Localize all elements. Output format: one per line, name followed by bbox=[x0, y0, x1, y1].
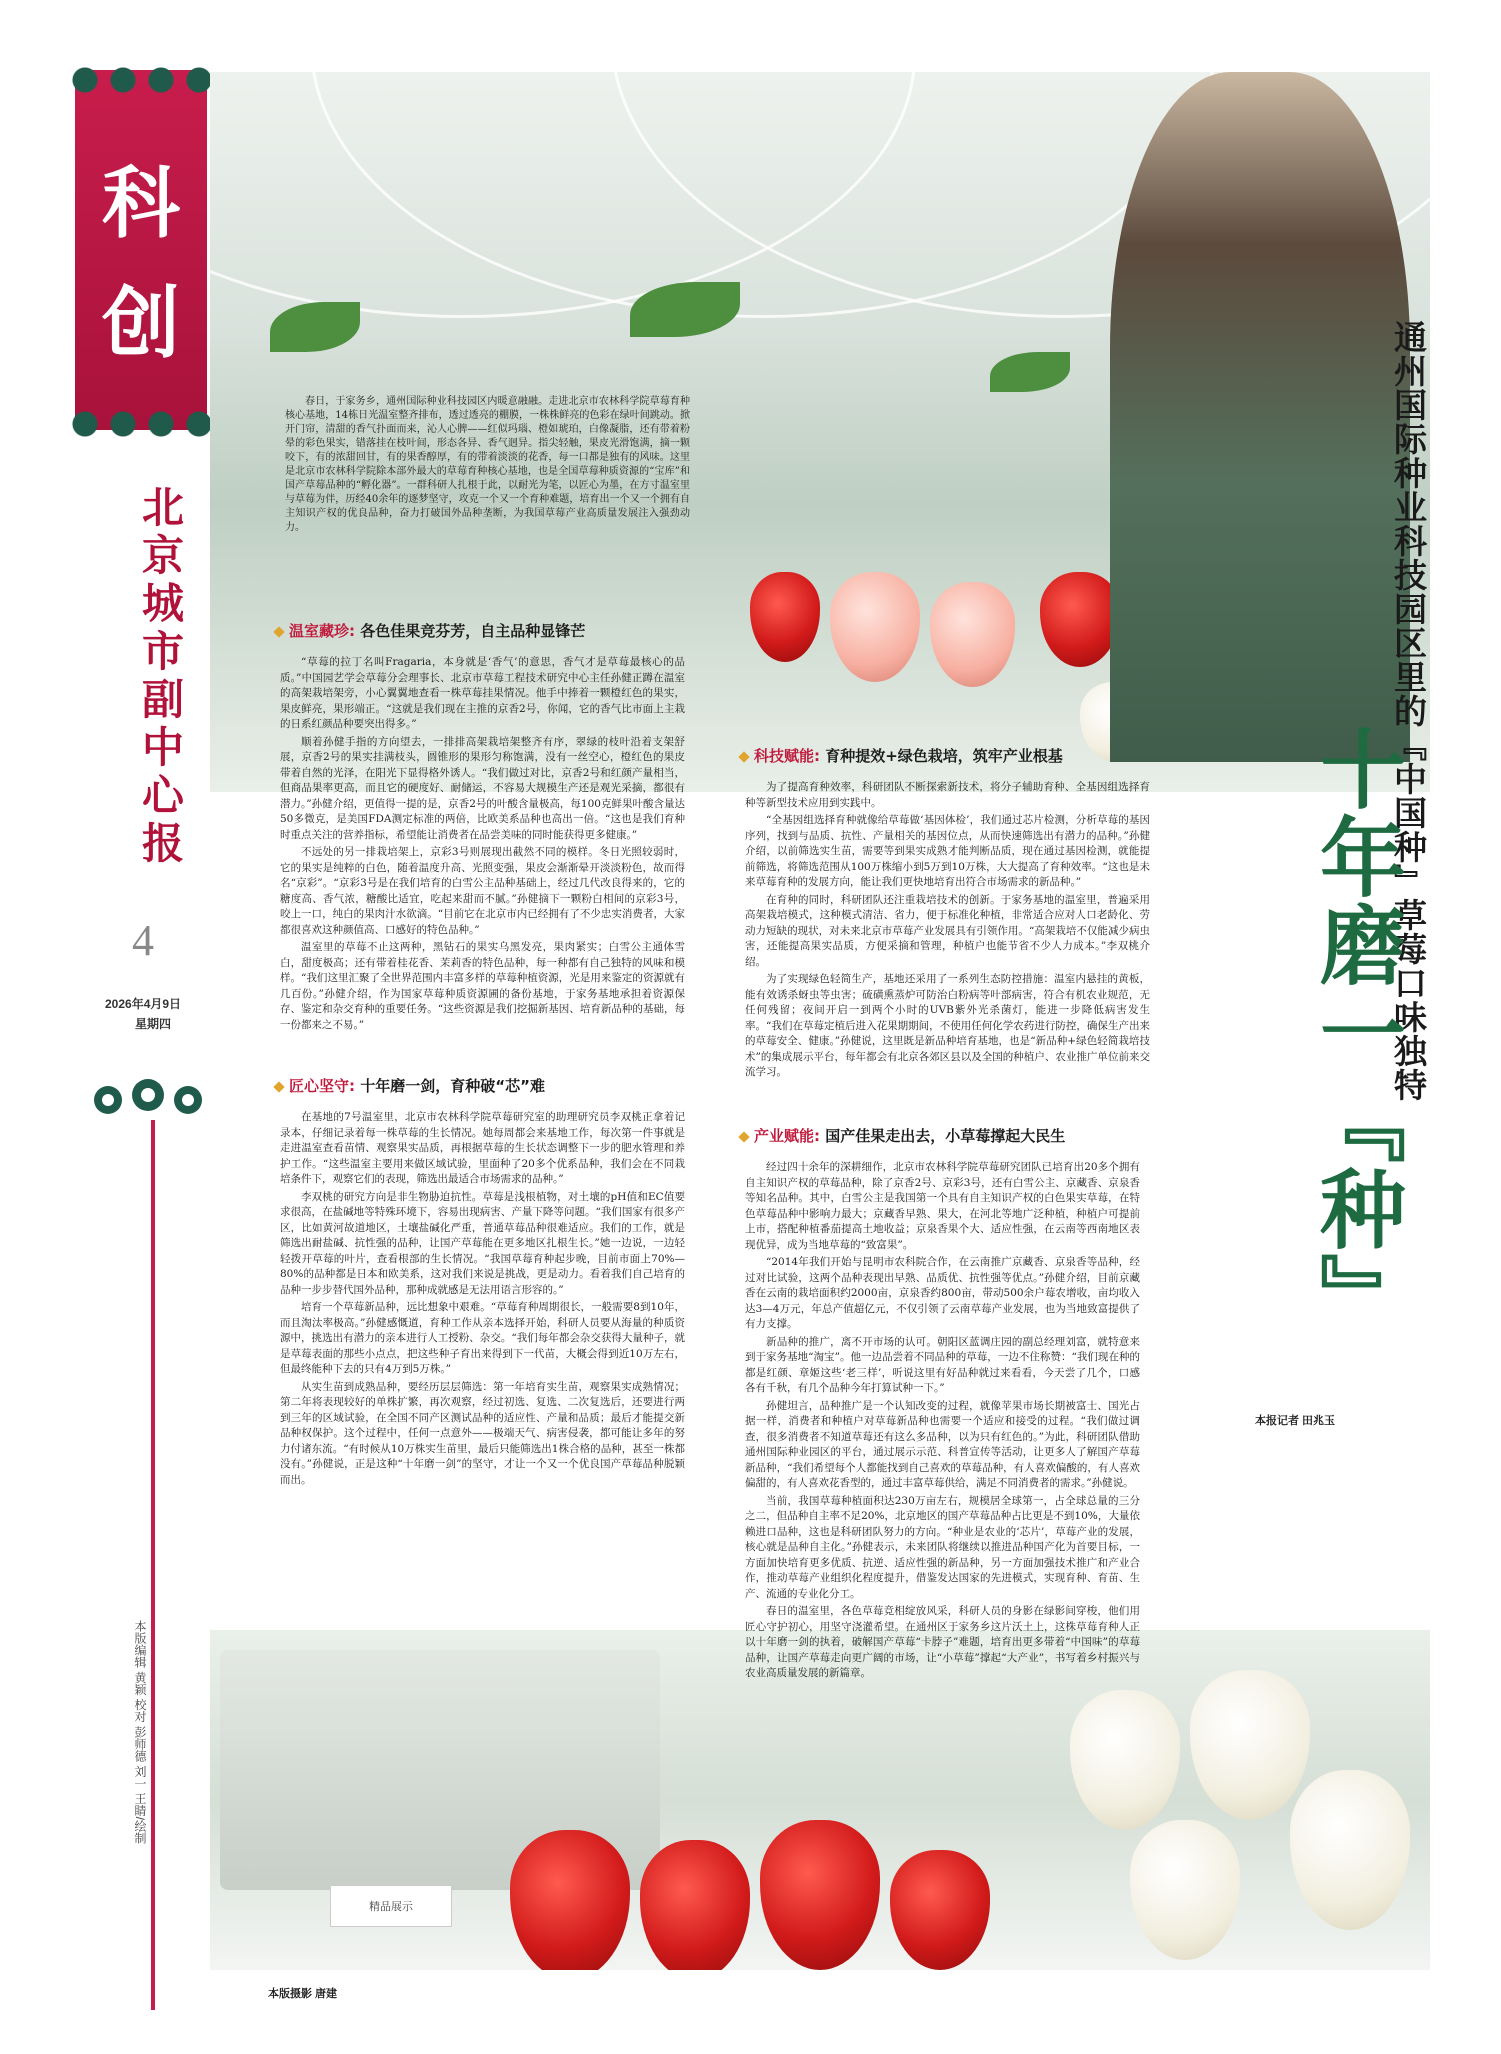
column-2-bottom: 经过四十余年的深耕细作，北京市农林科学院草莓研究团队已培育出20多个拥有自主知识产权的草莓品种，除了京香2号、京彩3号，还有白雪公主、京藏香、京泉香等知名品种。其中，白雪公主是我国第一个具有自主知识产权的白色果实草莓，在特色草莓品种中影响力最大；京藏香早熟、果大，在河北等地广泛种植，种植户可提前上市，搭配种植番茄提高土地收益；京泉香果个大、适应性强，在云南等西南地区表现优异，成为当地草莓的“致富果”。 “2014年我们开始与昆明市农科院合作，在云南推广京藏香、京泉香等品种，经过对比试验，这两个品种表现出早熟、品质优、抗性强等优点。”孙健介绍，目前京藏香在云南的栽培面积约2000亩，京泉香约800亩，带动500余户莓农增收，亩均收入达3—4万元，年总产值超亿元，不仅引领了云南草莓产业发展，也为当地致富提供了有力支撑。 新品种的推广，离不开市场的认可。朝阳区蓝调庄园的副总经理刘富，就特意来到于家务基地“淘宝”。他一边品尝着不同品种的草莓，一边不住称赞：“我们现在种的都是红颜、章姬这些‘老三样’，听说这里有好品种就过来看看，今天尝了几个，口感各有千秋，有几个品种今年打算试种一下。” 孙健坦言，品种推广是一个认知改变的过程，就像苹果市场长期被富士、国光占据一样，消费者和种植户对草莓新品种也需要一个适应和接受的过程。“我们做过调查，很多消费者不知道草莓还有这么多品种，以为只有红色的。”为此，科研团队借助通州国际种业园区的平台，通过展示示范、科普宣传等活动，让更多人了解国产草莓新品种，“我们希望每个人都能找到自己喜欢的草莓品种，有人喜欢偏酸的，有人喜欢偏甜的，有人喜欢花香型的，通过丰富草莓供给，满足不同消费者的需求。”孙健说。 当前，我国草莓种植面积达230万亩左右，规模居全球第一，占全球总量的三分之二，但品种自主率不足20%，北京地区的国产草莓品种占比更是不到10%，大量依赖进口品种，这也是科研团队努力的方向。“种业是农业的‘芯片’，草莓产业的发展，核心就是品种自主化。”孙健表示，未来团队将继续以推进品种国产化为首要目标，一方面加快培育更多优质、抗逆、适应性强的新品种，另一方面加强技术推广和产业合作，推动草莓产业组织化程度提升，借鉴发达国家的先进模式，实现育种、育苗、生产、流通的专业化分工。 春日的温室里，各色草莓竞相绽放风采，科研人员的身影在绿影间穿梭，他们用匠心守护初心，用坚守浇灌希望。在通州区于家务乡这片沃土上，这株草莓育种人正以十年磨一剑的执着，破解国产草莓“卡脖子”难题，培育出更多带着“中国味”的草莓品种，让国产草莓走向更广阔的市场，让“小草莓”撑起“大产业”，书写着乡村振兴与农业高质量发展的新篇章。 bbox=[745, 1161, 1140, 1679]
page-credits: 本版编辑 黄颖 校对 彭师德 刘一 王睛/绘制 bbox=[133, 1620, 147, 1845]
photo-credit: 本版摄影 唐建 bbox=[268, 1988, 338, 2000]
section-char-2: 创 bbox=[101, 278, 180, 369]
newspaper-name: 北京城市副中心报 bbox=[136, 485, 185, 869]
issue-weekday: 星期四 bbox=[135, 1017, 172, 1031]
page-number: 4 bbox=[132, 916, 154, 965]
cloud-ornament-bottom bbox=[67, 408, 215, 440]
section-char-1: 科 bbox=[101, 158, 180, 249]
diamond-icon bbox=[273, 1081, 284, 1092]
section-heading-2: 匠心坚守: 十年磨一剑，育种破“芯”难 bbox=[275, 1075, 545, 1096]
main-headline: 十年磨一『种』 bbox=[1305, 725, 1406, 1341]
column-1-top: “草莓的拉丁名叫Fragaria，本身就是‘香气’的意思，香气才是草莓最核心的品质。”中国园艺学会草莓分会理事长、北京市草莓工程技术研究中心主任孙健正蹲在温室的高架栽培架旁，小心翼翼地查看一株草莓挂果情况。他手中捧着一颗橙红色的果实，果皮鲜亮，果形端正。“这就是我们现在主推的京香2号，你闻，它的香气比市面上主栽的日系红颜品种要突出得多。” 顺着孙健手指的方向望去，一排排高架栽培架整齐有序，翠绿的枝叶沿着支架舒展，京香2号的果实挂满枝头，圆锥形的果形匀称饱满，没有一丝空心，橙红色的果皮带着自然的光泽，在阳光下显得格外诱人。“我们做过对比，京香2号和红颜产量相当，但商品果率更高，而且它的硬度好、耐储运，不容易大规模生产还是观光采摘，都很有潜力。”孙健介绍，更值得一提的是，京香2号的叶酸含量极高，每100克鲜果叶酸含量达50多微克，是美国FDA测定标准的两倍，比欧美系品种也高出一倍。“这也是我们育种时重点关注的营养指标，希望能让消费者在品尝美味的同时能获得更多健康。” 不远处的另一排栽培架上，京彩3号则展现出截然不同的模样。冬日光照较弱时，它的果实是纯粹的白色，随着温度升高、光照变强，果皮会渐渐晕开淡淡粉色，故而得名“京彩”。“京彩3号是在我们培育的白雪公主品种基础上，经过几代改良得来的，它的糖度高、香气浓，糖酸比适宜，吃起来甜而不腻。”孙健摘下一颗粉白相间的京彩3号，咬上一口，纯白的果肉汁水欲滴。“目前它在北京市内已经拥有了不少忠实消费者，大家都很喜欢这种颜值高、口感好的特色品种。” 温室里的草莓不止这两种，黑钻石的果实乌黑发亮，果肉紧实；白雪公主通体雪白，甜度极高；还有带着桂花香、茉莉香的特色品种，每一种都有自己独特的风味和模样。“我们这里汇聚了全世界范围内丰富多样的草莓种植资源，光是用来鉴定的资源就有几百份。”孙健介绍，作为国家草莓种质资源圃的备份基地，于家务基地承担着资源保存、鉴定和杂交育种的重要任务。“这些资源是我们挖掘新基因、培育新品种的基础，每一份都来之不易。” bbox=[280, 656, 685, 1031]
cloud-ornament-icon bbox=[88, 1075, 208, 1125]
intro-paragraph bbox=[285, 395, 690, 537]
section-banner bbox=[75, 70, 207, 430]
masthead bbox=[0, 0, 210, 2054]
diamond-icon bbox=[738, 1131, 749, 1142]
issue-date: 2026年4月9日 bbox=[105, 997, 182, 1011]
section-heading-4: 产业赋能: 国产佳果走出去，小草莓撑起大民生 bbox=[740, 1125, 1065, 1146]
cloud-ornament-top bbox=[67, 64, 215, 96]
byline: 本报记者 田兆玉 bbox=[1255, 1415, 1336, 1427]
column-2-top: 为了提高育种效率，科研团队不断探索新技术，将分子辅助育种、全基因组选择育种等新型技术应用到实践中。 “全基因组选择育种就像给草莓做‘基因体检’，我们通过芯片检测，分析草莓的基因序列，找到与品质、抗性、产量相关的基因位点，从而快速筛选出有潜力的品种。”孙健介绍，以前筛选实生苗，需要等到果实成熟才能判断品质，现在通过基因检测，就能提前筛选，将筛选范围从100万株缩小到5万到10万株，大大提高了育种效率。“这也是未来草莓育种的发展方向，能让我们更快地培育出符合市场需求的新品种。” 在育种的同时，科研团队还注重栽培技术的创新。于家务基地的温室里，普遍采用高架栽培模式，这种模式清洁、省力，便于标准化种植，非常适合应对人口老龄化、劳动力短缺的现状，对未来北京市草莓产业发展具有引领作用。“高架栽培不仅能减少病虫害，还能提高果实品质，方便采摘和管理，种植户也能节省不少人力成本。”李双桃介绍。 为了实现绿色轻简生产，基地还采用了一系列生态防控措施：温室内悬挂的黄板，能有效诱杀蚜虫等虫害；硫磺熏蒸炉可防治白粉病等叶部病害，符合有机农业规范，无任何残留；夜间开启一到两个小时的UVB紫外光杀菌灯，能进一步降低病害发生率。“我们在草莓定植后进入花果期期间，不使用任何化学农药进行防控，确保生产出来的草莓安全、健康。”孙健说，这里既是新品种培育基地，也是“新品种+绿色轻简栽培技术”的集成展示平台，每年都会有北京各郊区县以及全国的种植户、农业推广单位前来交流学习。 bbox=[745, 781, 1150, 1078]
researcher-photo bbox=[1110, 72, 1410, 762]
intro-text: 春日，于家务乡，通州国际种业科技园区内暖意融融。走进北京市农林科学院草莓育种核心基地，14栋日光温室整齐排布，透过透亮的棚膜，一株株鲜亮的色彩在绿叶间跳动。掀开门帘，清甜的香气扑面而来，沁人心脾——红似玛瑙、橙如琥珀，白像凝脂，还有带着粉晕的彩色果实，错落挂在枝叶间，形态各异、香气迥异。指尖轻触，果皮光滑饱满，摘一颗咬下，有的浓甜回甘，有的果香醇厚，有的带着淡淡的花香，每一口都是独有的风味。这里是北京市农林科学院除本部外最大的草莓育种核心基地，也是全国草莓种质资源的“宝库”和国产草莓品种的“孵化器”。一群科研人扎根于此，以耐光为笔，以匠心为墨，在方寸温室里与草莓为伴，历经40余年的逐梦坚守，攻克一个又一个育种难题，培育出一个又一个拥有自主知识产权的优良品种，奋力打破国外品种垄断，为我国草莓产业高质量发展注入强劲动力。 bbox=[285, 396, 690, 533]
diamond-icon bbox=[738, 751, 749, 762]
diamond-icon bbox=[273, 626, 284, 637]
section-heading-1: 温室藏珍: 各色佳果竞芬芳，自主品种显锋芒 bbox=[275, 620, 585, 641]
subheadline: 通州国际种业科技园区里的『中国种』草莓口味独特 bbox=[1389, 320, 1428, 1102]
section-heading-3: 科技赋能: 育种提效+绿色栽培，筑牢产业根基 bbox=[740, 745, 1063, 766]
vertical-rule bbox=[151, 1120, 155, 2010]
column-1-bottom: 在基地的7号温室里，北京市农林科学院草莓研究室的助理研究员李双桃正拿着记录本，仔细记录着每一株草莓的生长情况。她每周都会来基地工作，每次第一件事就是走进温室查看苗情、观察果实品质，再根据草莓的生长状态调整下一步的肥水管理和养护工作。“这些温室主要用来做区域试验，里面种了20多个优系品种，我们会在不同栽培条件下，观察它们的表现，筛选出最适合市场需求的品种。” 李双桃的研究方向是非生物胁迫抗性。草莓是浅根植物，对土壤的pH值和EC值要求很高，在盐碱地等特殊环境下，容易出现病害、产量下降等问题。“我们国家有很多产区，比如黄河故道地区，土壤盐碱化严重，普通草莓品种很难适应。我们的工作，就是筛选出耐盐碱、抗性强的品种，让国产草莓能在更多地区扎根生长。”她一边说，一边轻轻拨开草莓的叶片，查看根部的生长情况。“我国草莓育种起步晚，目前市面上70%—80%的品种都是日本和欧美系，这对我们来说是挑战，更是动力。看着我们自己培育的品种一步步替代国外品种，那种成就感是无法用语言形容的。” 培育一个草莓新品种，远比想象中艰难。“草莓育种周期很长，一般需要8到10年，而且淘汰率极高。”孙健感慨道，育种工作从亲本选择开始，科研人员要从海量的种质资源中，挑选出有潜力的亲本进行人工授粉、杂交。“我们每年都会杂交获得大量种子，就是草莓表面的那些小点点，把这些种子育出来得到下一代苗，大概会得到近10万左右，但最终能种下去的只有4万到5万株。” 从实生苗到成熟品种，要经历层层筛选：第一年培育实生苗，观察果实成熟情况；第二年将表现较好的单株扩繁，再次观察，经过初选、复选、二次复选后，还要进行两到三年的区域试验，在全国不同产区测试品种的适应性、产量和品质；最后才能提交新品种权保护。这个过程中，任何一点意外——极端天气、病害侵袭，都可能让多年的努力付诸东流。“有时候从10万株实生苗里，最后只能筛选出1株合格的品种，甚至一株都没有。”孙健说，正是这种“十年磨一剑”的坚守，才让一个又一个优良国产草莓品种脱颖而出。 bbox=[280, 1111, 685, 1486]
display-sign: 精品展示 bbox=[330, 1885, 452, 1927]
